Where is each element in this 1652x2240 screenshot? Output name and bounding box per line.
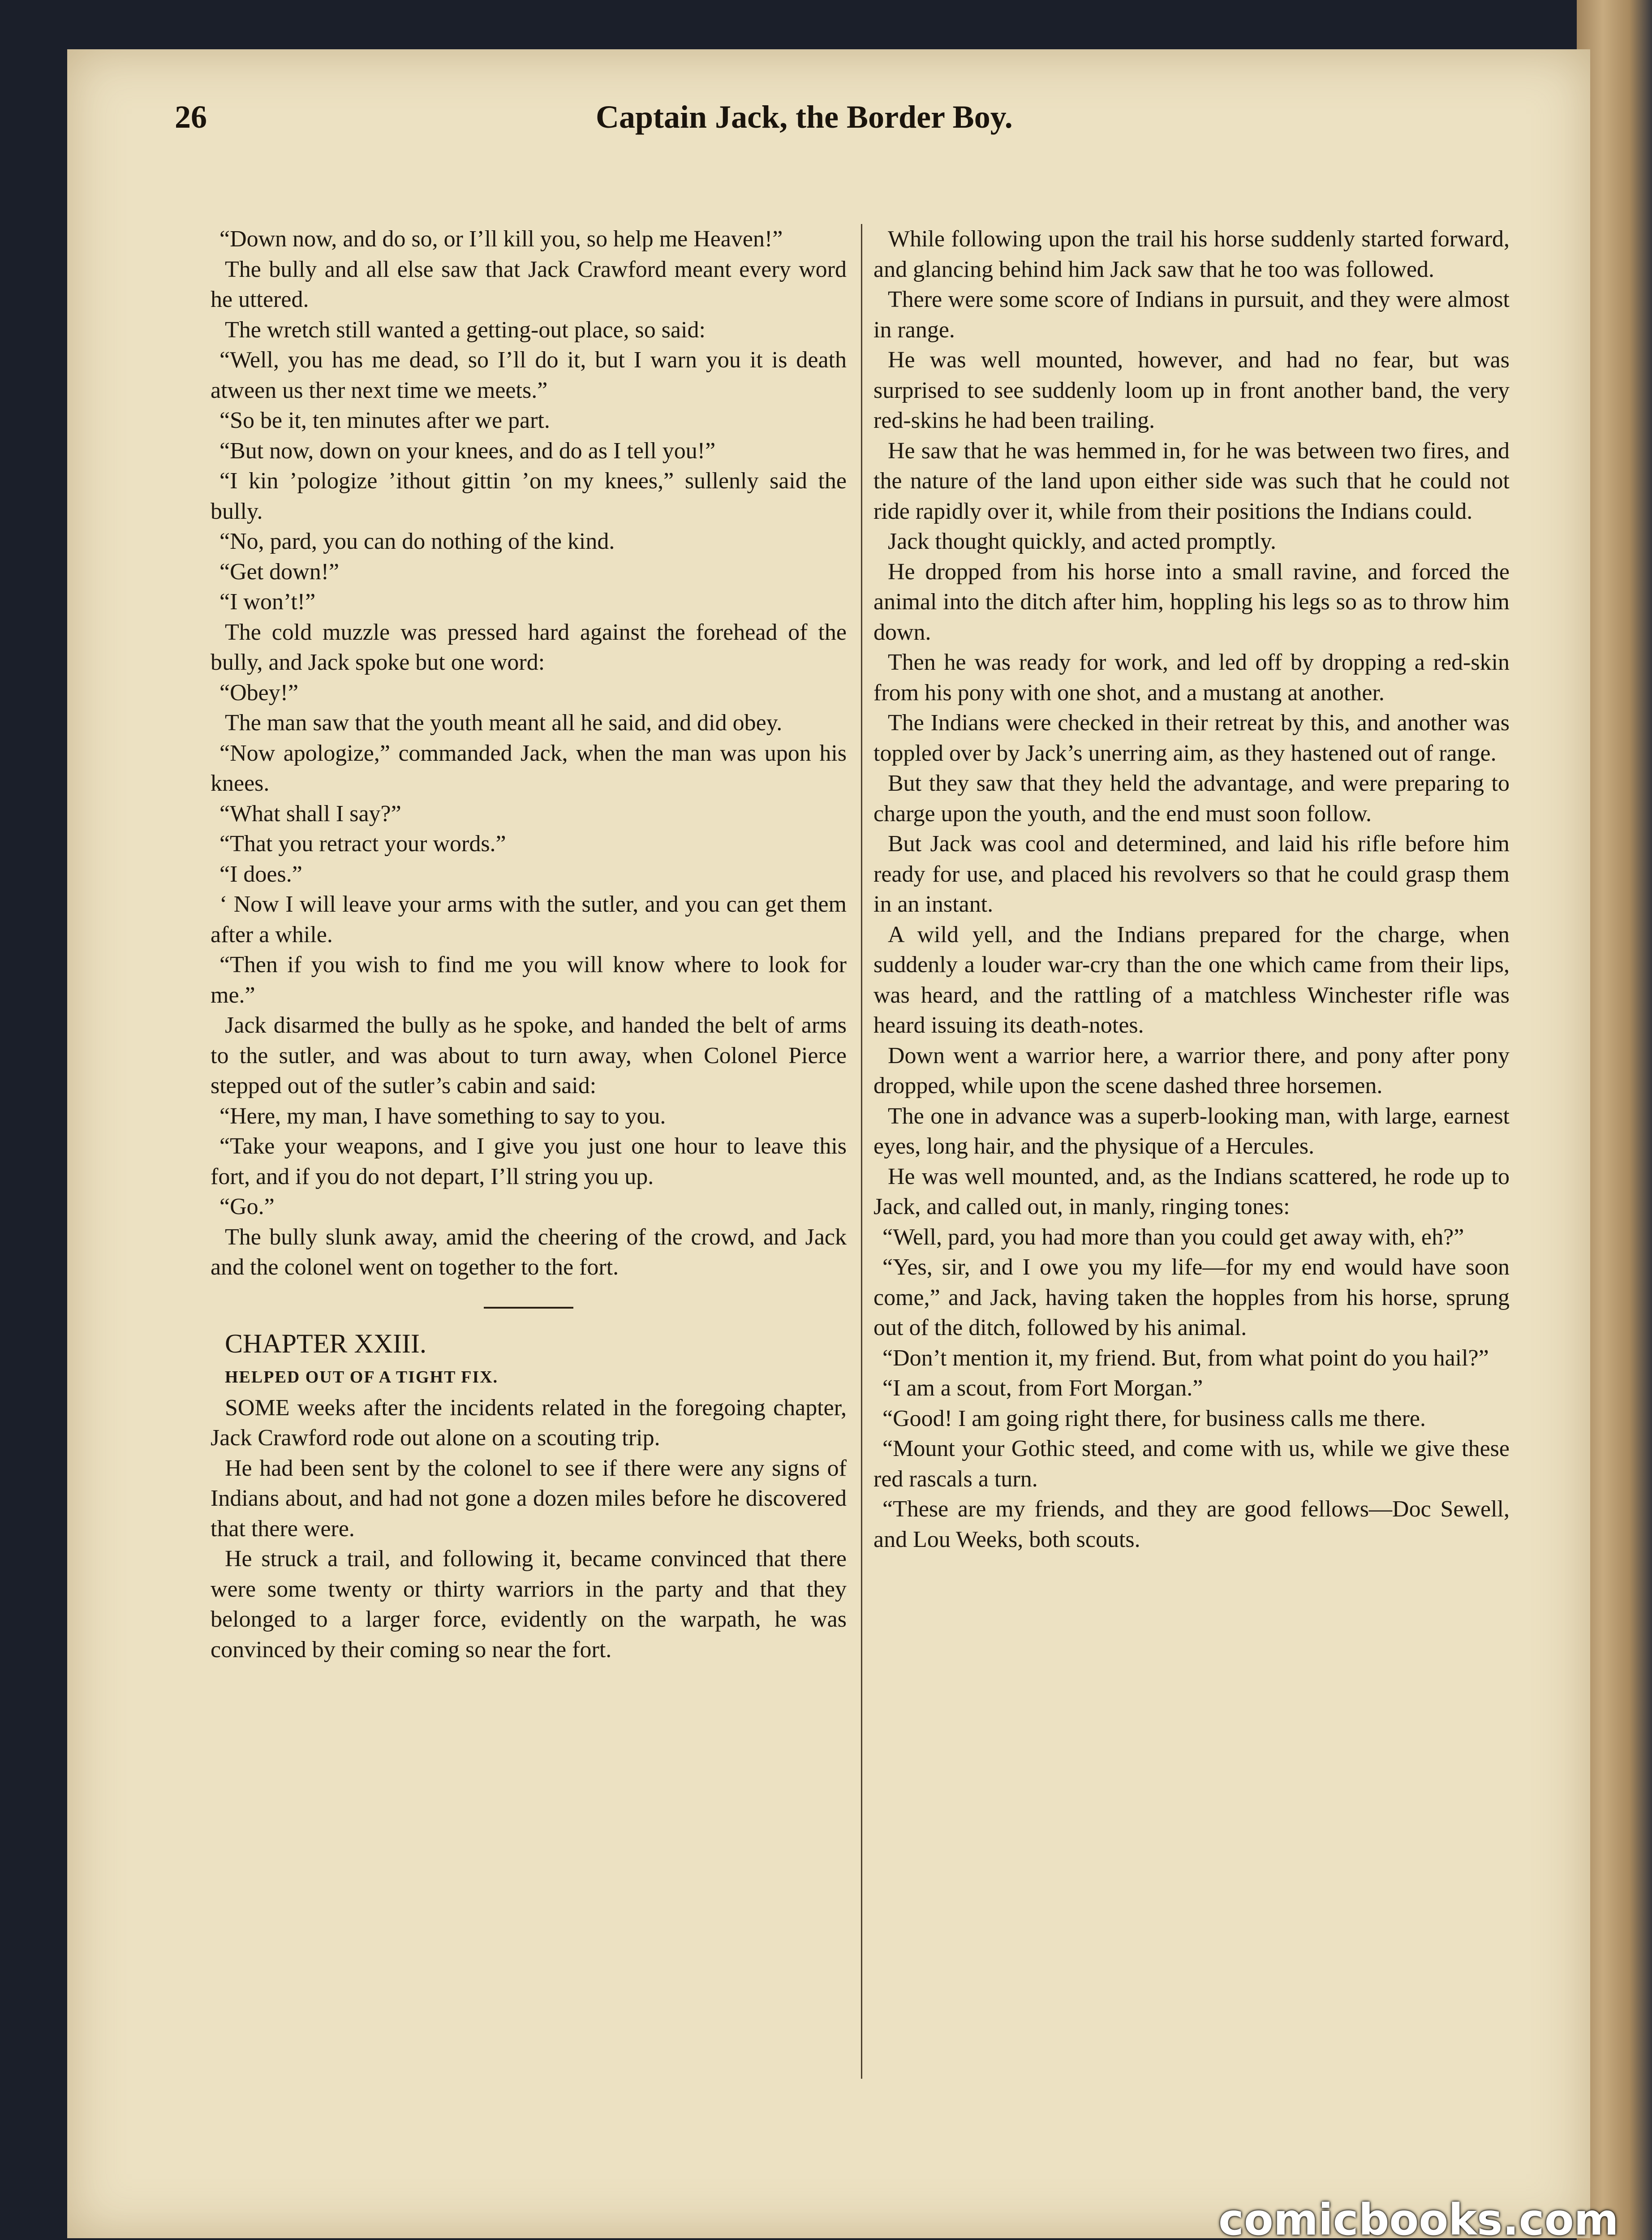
paragraph: Then he was ready for work, and led off by dropping a red-skin from his pony with one shot, and a mustang at another. xyxy=(873,650,1510,706)
paragraph: The wretch still wanted a getting-out place, so said: xyxy=(225,317,706,343)
paragraph: “Yes, sir, and I owe you my life—for my end would have soon come,” and Jack, having taken the hopples from his horse, sprung out of the ditch, followed by his animal. xyxy=(873,1254,1510,1340)
paragraph: “Well, you has me dead, so I’ll do it, but I warn you it is death atween us ther next time we meets.” xyxy=(211,347,847,403)
page-header xyxy=(175,99,1178,166)
left-column xyxy=(211,224,847,1665)
paragraph: Jack disarmed the bully as he spoke, and handed the belt of arms to the sutler, and was about to turn away, when Colonel Pierce stepped out of the sutler’s cabin and said: xyxy=(211,1012,847,1098)
paragraph: Jack thought quickly, and acted promptly. xyxy=(888,529,1276,554)
chapter-heading: CHAPTER XXIII. xyxy=(225,1328,426,1358)
paragraph: “Take your weapons, and I give you just one hour to leave this fort, and if you do not depart, I’ll string you up. xyxy=(211,1133,847,1189)
paragraph: He was well mounted, however, and had no fear, but was surprised to see suddenly loom up in front another band, the very red-skins he had been trailing. xyxy=(873,347,1510,433)
paragraph: SOME weeks after the incidents related in the foregoing chapter, Jack Crawford rode out alone on a scouting trip. xyxy=(211,1395,847,1451)
paragraph: “Go.” xyxy=(219,1194,275,1219)
paragraph: “But now, down on your knees, and do as I tell you!” xyxy=(219,438,716,464)
site-watermark: comicbooks.com xyxy=(1218,2195,1619,2240)
paragraph: ‘ Now I will leave your arms with the sutler, and you can get them after a while. xyxy=(211,892,847,948)
paragraph: The bully and all else saw that Jack Crawford meant every word he uttered. xyxy=(211,256,847,312)
paragraph: “I kin ’pologize ’ithout gittin ’on my knees,” sullenly said the bully. xyxy=(211,468,847,524)
chapter-divider-rule xyxy=(484,1307,573,1309)
paragraph: The bully slunk away, amid the cheering of the crowd, and Jack and the colonel went on together to the fort. xyxy=(211,1224,847,1280)
paragraph: “Down now, and do so, or I’ll kill you, so help me Heaven!” xyxy=(219,226,783,252)
paragraph: “Good! I am going right there, for business calls me there. xyxy=(882,1405,1426,1431)
paragraph: He was well mounted, and, as the Indians scattered, he rode up to Jack, and called out, in manly, ringing tones: xyxy=(873,1163,1510,1219)
paragraph: He saw that he was hemmed in, for he was between two fires, and the nature of the land upon either side was such that he could not ride rapidly over it, while from their positions the Indians could. xyxy=(873,438,1510,524)
chapter-subheading: HELPED OUT OF A TIGHT FIX. xyxy=(225,1367,499,1387)
paragraph: “Then if you wish to find me you will know where to look for me.” xyxy=(211,952,847,1008)
paragraph: The Indians were checked in their retreat by this, and another was toppled over by Jack’s unerring aim, as they hastened out of range. xyxy=(873,710,1510,766)
paragraph: “Obey!” xyxy=(219,680,299,706)
left-column-text-before-chapter xyxy=(211,224,847,1283)
paragraph: There were some score of Indians in pursuit, and they were almost in range. xyxy=(873,287,1510,343)
paragraph: “Now apologize,” commanded Jack, when the man was upon his knees. xyxy=(211,740,847,796)
paragraph: “I does.” xyxy=(219,861,302,887)
column-divider xyxy=(861,224,862,2079)
paragraph: “No, pard, you can do nothing of the kind. xyxy=(219,529,615,554)
paragraph: Down went a warrior here, a warrior there, and pony after pony dropped, while upon the scene dashed three horsemen. xyxy=(873,1042,1510,1098)
paragraph: While following upon the trail his horse suddenly started forward, and glancing behind him Jack saw that he too was followed. xyxy=(873,226,1510,282)
paragraph: The cold muzzle was pressed hard against the forehead of the bully, and Jack spoke but one word: xyxy=(211,619,847,675)
left-column-text-after-chapter xyxy=(211,1393,847,1665)
running-title: Captain Jack, the Border Boy. xyxy=(596,99,1013,135)
paragraph: A wild yell, and the Indians prepared for the charge, when suddenly a louder war-cry than the one which came from their lips, was heard, and the rattling of a matchless Winchester rifle was heard issuing its death-notes. xyxy=(873,922,1510,1038)
paragraph: “I am a scout, from Fort Morgan.” xyxy=(882,1375,1203,1401)
right-column xyxy=(873,224,1510,1555)
paragraph: “Get down!” xyxy=(219,559,340,585)
paragraph: He dropped from his horse into a small ravine, and forced the animal into the ditch after him, hoppling his legs so as to throw him down. xyxy=(873,559,1510,645)
paragraph: The man saw that the youth meant all he said, and did obey. xyxy=(225,710,783,736)
paragraph: But Jack was cool and determined, and laid his rifle before him ready for use, and placed his revolvers so that he could grasp them in an instant. xyxy=(873,831,1510,917)
paragraph: “What shall I say?” xyxy=(219,801,401,827)
paragraph: “That you retract your words.” xyxy=(219,831,506,857)
paragraph: “I won’t!” xyxy=(219,589,316,615)
paragraph: He had been sent by the colonel to see if there were any signs of Indians about, and had not gone a dozen miles before he discovered that there were. xyxy=(211,1455,847,1542)
paragraph: “Here, my man, I have something to say to you. xyxy=(219,1103,666,1129)
paragraph: But they saw that they held the advantage, and were preparing to charge upon the youth, and the end must soon follow. xyxy=(873,771,1510,827)
paragraph: “Well, pard, you had more than you could get away with, eh?” xyxy=(882,1224,1464,1250)
paragraph: The one in advance was a superb-looking man, with large, earnest eyes, long hair, and the physique of a Hercules. xyxy=(873,1103,1510,1159)
paragraph: “Don’t mention it, my friend. But, from what point do you hail?” xyxy=(882,1345,1489,1371)
page-number: 26 xyxy=(175,99,207,135)
paragraph: He struck a trail, and following it, became convinced that there were some twenty or thirty warriors in the party and that they belonged to a larger force, evidently on the warpath, he was convinced by their coming so near the fort. xyxy=(211,1546,847,1663)
paragraph: “So be it, ten minutes after we part. xyxy=(219,408,550,433)
paragraph: “Mount your Gothic steed, and come with us, while we give these red rascals a turn. xyxy=(873,1436,1510,1492)
paragraph: “These are my friends, and they are good fellows—Doc Sewell, and Lou Weeks, both scouts. xyxy=(873,1496,1510,1552)
